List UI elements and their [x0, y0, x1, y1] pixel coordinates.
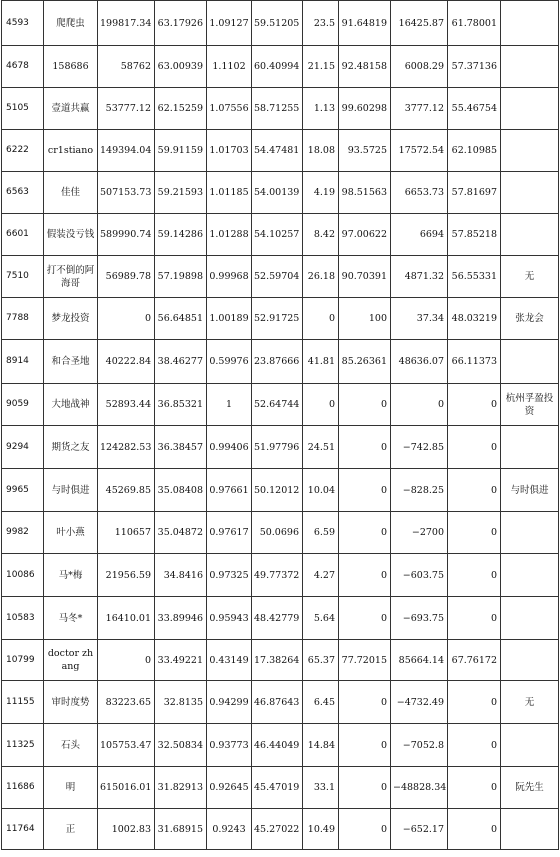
rate-cell: 0 [339, 597, 391, 640]
rate-cell: 0 [339, 469, 391, 512]
account-id-cell: 11155 [2, 681, 44, 724]
profit-cell: 48636.07 [391, 340, 448, 384]
nickname-cell: 和合圣地 [44, 340, 98, 384]
rate-cell: 98.51563 [339, 172, 391, 214]
rate-cell: 0 [339, 809, 391, 850]
index-cell: 48.42779 [252, 597, 303, 640]
note-cell: 阮先生 [501, 767, 559, 809]
score-cell: 35.04872 [155, 512, 207, 554]
rank-score-cell: 0 [448, 724, 501, 767]
nickname-cell: 佳佳 [44, 172, 98, 214]
account-id-cell: 9294 [2, 426, 44, 469]
table-row [2, 512, 559, 554]
rank-score-cell: 0 [448, 597, 501, 640]
account-id-cell: 6222 [2, 130, 44, 172]
account-id-cell: 6601 [2, 214, 44, 256]
profit-cell: −693.75 [391, 597, 448, 640]
rank-score-cell: 62.10985 [448, 130, 501, 172]
score-cell: 59.21593 [155, 172, 207, 214]
profit-cell: −828.25 [391, 469, 448, 512]
ratio-cell: 0.99968 [207, 256, 252, 298]
account-id-cell: 9965 [2, 469, 44, 512]
rank-score-cell: 0 [448, 469, 501, 512]
note-cell: 无 [501, 256, 559, 298]
account-id-cell: 10799 [2, 640, 44, 681]
drawdown-cell: 24.51 [303, 426, 339, 469]
ratio-cell: 0.92645 [207, 767, 252, 809]
rank-score-cell: 61.78001 [448, 1, 501, 46]
rank-score-cell: 0 [448, 809, 501, 850]
rank-score-cell: 55.46754 [448, 88, 501, 130]
score-cell: 59.91159 [155, 130, 207, 172]
rank-score-cell: 56.55331 [448, 256, 501, 298]
rank-score-cell: 0 [448, 554, 501, 597]
ratio-cell: 0.9243 [207, 809, 252, 850]
table-row [2, 681, 559, 724]
drawdown-cell: 26.18 [303, 256, 339, 298]
rate-cell: 92.48158 [339, 46, 391, 88]
rate-cell: 0 [339, 681, 391, 724]
score-cell: 34.8416 [155, 554, 207, 597]
drawdown-cell: 21.15 [303, 46, 339, 88]
nickname-cell: 正 [44, 809, 98, 850]
equity-cell: 507153.73 [98, 172, 155, 214]
note-cell [501, 88, 559, 130]
profit-cell: 17572.54 [391, 130, 448, 172]
profit-cell: 6008.29 [391, 46, 448, 88]
profit-cell: −2700 [391, 512, 448, 554]
drawdown-cell: 10.49 [303, 809, 339, 850]
rate-cell: 99.60298 [339, 88, 391, 130]
rate-cell: 100 [339, 298, 391, 340]
index-cell: 52.59704 [252, 256, 303, 298]
index-cell: 54.47481 [252, 130, 303, 172]
equity-cell: 0 [98, 298, 155, 340]
nickname-cell: 与时俱进 [44, 469, 98, 512]
score-cell: 56.64851 [155, 298, 207, 340]
rate-cell: 0 [339, 767, 391, 809]
note-cell [501, 597, 559, 640]
rank-score-cell: 0 [448, 384, 501, 426]
note-cell [501, 340, 559, 384]
note-cell: 杭州孚盈投资 [501, 384, 559, 426]
rank-score-cell: 57.37136 [448, 46, 501, 88]
table-row [2, 809, 559, 850]
note-cell [501, 809, 559, 850]
account-id-cell: 4593 [2, 1, 44, 46]
drawdown-cell: 6.45 [303, 681, 339, 724]
ratio-cell: 1.1102 [207, 46, 252, 88]
index-cell: 52.91725 [252, 298, 303, 340]
profit-cell: −603.75 [391, 554, 448, 597]
index-cell: 50.0696 [252, 512, 303, 554]
ratio-cell: 0.97325 [207, 554, 252, 597]
ratio-cell: 0.97661 [207, 469, 252, 512]
ratio-cell: 0.97617 [207, 512, 252, 554]
index-cell: 54.00139 [252, 172, 303, 214]
drawdown-cell: 14.84 [303, 724, 339, 767]
note-cell [501, 214, 559, 256]
rank-score-cell: 48.03219 [448, 298, 501, 340]
note-cell [501, 1, 559, 46]
equity-cell: 21956.59 [98, 554, 155, 597]
note-cell [501, 426, 559, 469]
ratio-cell: 1.01288 [207, 214, 252, 256]
note-cell [501, 724, 559, 767]
note-cell [501, 46, 559, 88]
ratio-cell: 1.09127 [207, 1, 252, 46]
nickname-cell: 明 [44, 767, 98, 809]
equity-cell: 1002.83 [98, 809, 155, 850]
profit-cell: −7052.8 [391, 724, 448, 767]
table-row [2, 256, 559, 298]
rate-cell: 0 [339, 512, 391, 554]
profit-cell: 85664.14 [391, 640, 448, 681]
rank-score-cell: 66.11373 [448, 340, 501, 384]
score-cell: 62.15259 [155, 88, 207, 130]
table-row [2, 426, 559, 469]
equity-cell: 45269.85 [98, 469, 155, 512]
profit-cell: −652.17 [391, 809, 448, 850]
score-cell: 38.46277 [155, 340, 207, 384]
score-cell: 33.49221 [155, 640, 207, 681]
account-id-cell: 9059 [2, 384, 44, 426]
table-row [2, 554, 559, 597]
account-id-cell: 10086 [2, 554, 44, 597]
drawdown-cell: 6.59 [303, 512, 339, 554]
equity-cell: 589990.74 [98, 214, 155, 256]
account-id-cell: 10583 [2, 597, 44, 640]
drawdown-cell: 10.04 [303, 469, 339, 512]
profit-cell: 0 [391, 384, 448, 426]
drawdown-cell: 4.27 [303, 554, 339, 597]
nickname-cell: 假装没亏钱 [44, 214, 98, 256]
rate-cell: 77.72015 [339, 640, 391, 681]
drawdown-cell: 23.5 [303, 1, 339, 46]
rate-cell: 91.64819 [339, 1, 391, 46]
nickname-cell: 审时度势 [44, 681, 98, 724]
index-cell: 58.71255 [252, 88, 303, 130]
index-cell: 54.10257 [252, 214, 303, 256]
equity-cell: 56989.78 [98, 256, 155, 298]
note-cell [501, 512, 559, 554]
index-cell: 60.40994 [252, 46, 303, 88]
index-cell: 59.51205 [252, 1, 303, 46]
note-cell [501, 130, 559, 172]
equity-cell: 615016.01 [98, 767, 155, 809]
table-row [2, 384, 559, 426]
rank-score-cell: 0 [448, 681, 501, 724]
account-id-cell: 11325 [2, 724, 44, 767]
rank-score-cell: 57.85218 [448, 214, 501, 256]
score-cell: 36.85321 [155, 384, 207, 426]
ratio-cell: 1 [207, 384, 252, 426]
nickname-cell: 壹道共赢 [44, 88, 98, 130]
rate-cell: 0 [339, 554, 391, 597]
equity-cell: 124282.53 [98, 426, 155, 469]
rate-cell: 0 [339, 384, 391, 426]
drawdown-cell: 4.19 [303, 172, 339, 214]
equity-cell: 0 [98, 640, 155, 681]
nickname-cell: 马*梅 [44, 554, 98, 597]
rate-cell: 90.70391 [339, 256, 391, 298]
table-row [2, 640, 559, 681]
nickname-cell: 石头 [44, 724, 98, 767]
profit-cell: 6653.73 [391, 172, 448, 214]
ratio-cell: 0.93773 [207, 724, 252, 767]
ratio-cell: 0.95943 [207, 597, 252, 640]
account-id-cell: 9982 [2, 512, 44, 554]
score-cell: 32.8135 [155, 681, 207, 724]
account-id-cell: 7510 [2, 256, 44, 298]
score-cell: 59.14286 [155, 214, 207, 256]
equity-cell: 199817.34 [98, 1, 155, 46]
nickname-cell: cr1stiano [44, 130, 98, 172]
nickname-cell: 打不倒的阿海哥 [44, 256, 98, 298]
score-cell: 33.89946 [155, 597, 207, 640]
index-cell: 51.97796 [252, 426, 303, 469]
index-cell: 52.64744 [252, 384, 303, 426]
profit-cell: 37.34 [391, 298, 448, 340]
account-id-cell: 11686 [2, 767, 44, 809]
note-cell [501, 554, 559, 597]
score-cell: 31.82913 [155, 767, 207, 809]
index-cell: 46.44049 [252, 724, 303, 767]
note-cell: 张龙会 [501, 298, 559, 340]
ratio-cell: 1.07556 [207, 88, 252, 130]
account-id-cell: 8914 [2, 340, 44, 384]
ratio-cell: 0.59976 [207, 340, 252, 384]
table-row [2, 340, 559, 384]
rate-cell: 85.26361 [339, 340, 391, 384]
equity-cell: 58762 [98, 46, 155, 88]
drawdown-cell: 5.64 [303, 597, 339, 640]
nickname-cell: 爬爬虫 [44, 1, 98, 46]
table-row [2, 46, 559, 88]
account-id-cell: 5105 [2, 88, 44, 130]
profit-cell: 6694 [391, 214, 448, 256]
score-cell: 63.00939 [155, 46, 207, 88]
profit-cell: −4732.49 [391, 681, 448, 724]
index-cell: 45.47019 [252, 767, 303, 809]
equity-cell: 110657 [98, 512, 155, 554]
account-id-cell: 6563 [2, 172, 44, 214]
nickname-cell: 期货之友 [44, 426, 98, 469]
table-row [2, 214, 559, 256]
nickname-cell: doctor zhang [44, 640, 98, 681]
nickname-cell: 大地战神 [44, 384, 98, 426]
equity-cell: 105753.47 [98, 724, 155, 767]
rank-score-cell: 57.81697 [448, 172, 501, 214]
note-cell [501, 640, 559, 681]
rate-cell: 0 [339, 724, 391, 767]
index-cell: 45.27022 [252, 809, 303, 850]
profit-cell: −742.85 [391, 426, 448, 469]
rank-score-cell: 0 [448, 426, 501, 469]
score-cell: 35.08408 [155, 469, 207, 512]
account-id-cell: 7788 [2, 298, 44, 340]
table-row [2, 597, 559, 640]
rate-cell: 97.00622 [339, 214, 391, 256]
index-cell: 49.77372 [252, 554, 303, 597]
nickname-cell: 马冬* [44, 597, 98, 640]
ratio-cell: 1.01185 [207, 172, 252, 214]
note-cell: 无 [501, 681, 559, 724]
drawdown-cell: 0 [303, 384, 339, 426]
ranking-table [1, 0, 559, 850]
drawdown-cell: 8.42 [303, 214, 339, 256]
nickname-cell: 叶小燕 [44, 512, 98, 554]
profit-cell: −48828.34 [391, 767, 448, 809]
nickname-cell: 梦龙投资 [44, 298, 98, 340]
drawdown-cell: 1.13 [303, 88, 339, 130]
ratio-cell: 1.00189 [207, 298, 252, 340]
table-body [2, 1, 559, 850]
rank-score-cell: 67.76172 [448, 640, 501, 681]
table-row [2, 172, 559, 214]
table-row [2, 130, 559, 172]
ratio-cell: 1.01703 [207, 130, 252, 172]
table-row [2, 767, 559, 809]
equity-cell: 40222.84 [98, 340, 155, 384]
drawdown-cell: 65.37 [303, 640, 339, 681]
drawdown-cell: 41.81 [303, 340, 339, 384]
score-cell: 57.19898 [155, 256, 207, 298]
rate-cell: 93.5725 [339, 130, 391, 172]
index-cell: 17.38264 [252, 640, 303, 681]
table-row [2, 298, 559, 340]
equity-cell: 83223.65 [98, 681, 155, 724]
ratio-cell: 0.94299 [207, 681, 252, 724]
drawdown-cell: 33.1 [303, 767, 339, 809]
table-row [2, 88, 559, 130]
drawdown-cell: 0 [303, 298, 339, 340]
equity-cell: 52893.44 [98, 384, 155, 426]
note-cell: 与时俱进 [501, 469, 559, 512]
profit-cell: 3777.12 [391, 88, 448, 130]
nickname-cell: 158686 [44, 46, 98, 88]
index-cell: 50.12012 [252, 469, 303, 512]
ratio-cell: 0.43149 [207, 640, 252, 681]
account-id-cell: 11764 [2, 809, 44, 850]
equity-cell: 16410.01 [98, 597, 155, 640]
profit-cell: 4871.32 [391, 256, 448, 298]
score-cell: 31.68915 [155, 809, 207, 850]
index-cell: 46.87643 [252, 681, 303, 724]
table-row [2, 724, 559, 767]
equity-cell: 149394.04 [98, 130, 155, 172]
index-cell: 23.87666 [252, 340, 303, 384]
rank-score-cell: 0 [448, 512, 501, 554]
table-row [2, 1, 559, 46]
rate-cell: 0 [339, 426, 391, 469]
rank-score-cell: 0 [448, 767, 501, 809]
score-cell: 36.38457 [155, 426, 207, 469]
drawdown-cell: 18.08 [303, 130, 339, 172]
profit-cell: 16425.87 [391, 1, 448, 46]
equity-cell: 53777.12 [98, 88, 155, 130]
score-cell: 63.17926 [155, 1, 207, 46]
score-cell: 32.50834 [155, 724, 207, 767]
ratio-cell: 0.99406 [207, 426, 252, 469]
account-id-cell: 4678 [2, 46, 44, 88]
note-cell [501, 172, 559, 214]
table-row [2, 469, 559, 512]
